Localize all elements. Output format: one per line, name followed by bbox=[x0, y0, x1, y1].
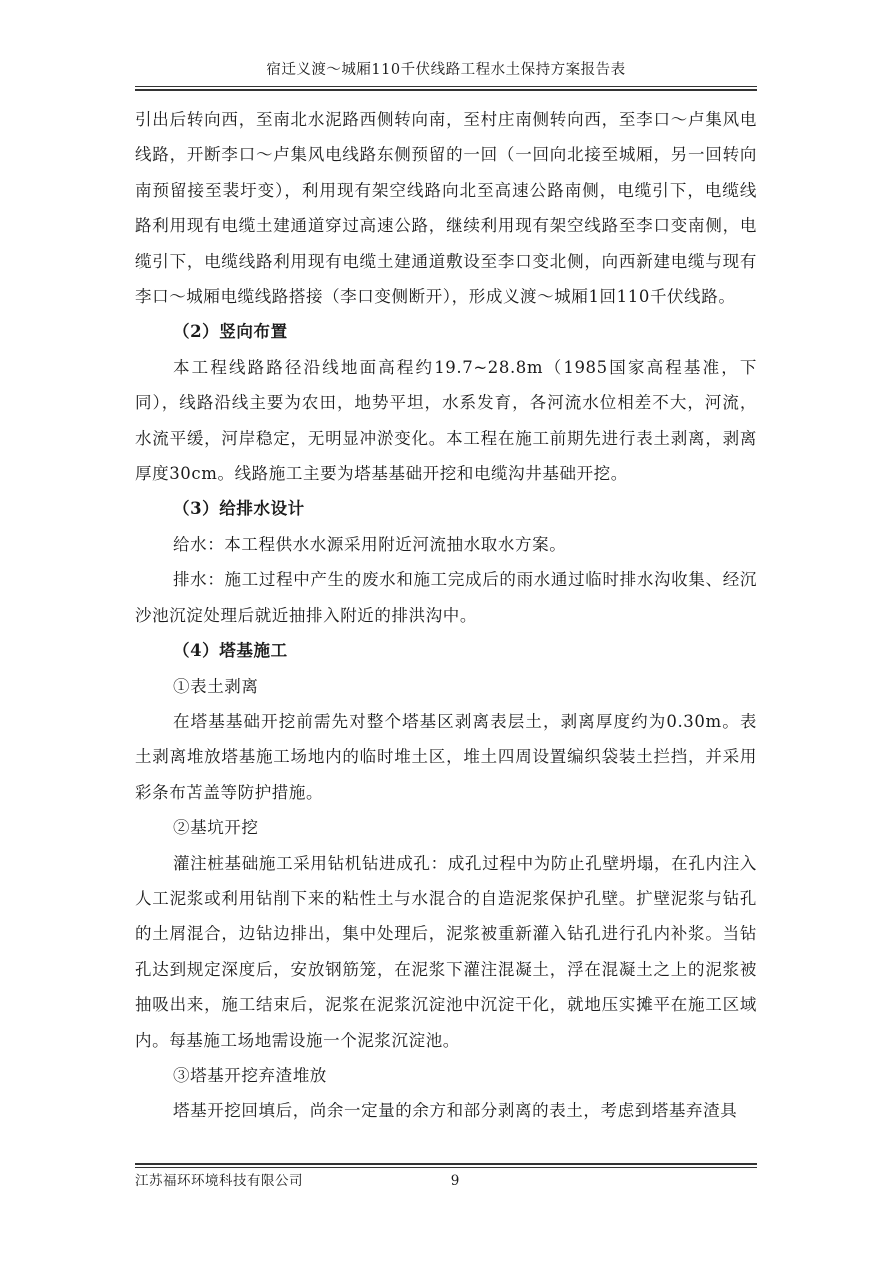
footer-rule-thick bbox=[135, 1163, 757, 1165]
paragraph-pit-excavation: 灌注桩基础施工采用钻机钻进成孔：成孔过程中为防止孔壁坍塌，在孔内注入人工泥浆或利用钻削下来的粘性土与水混合的自造泥浆保护孔壁。扩壁泥浆与钻孔的土屑混合，边钻边排出，集中处理后，泥浆被重新灌入钻孔进行孔内补浆。当钻孔达到规定深度后，安放钢筋笼，在泥浆下灌注混凝土，浮在混凝土之上的泥浆被抽吸出来，施工结束后，泥浆在泥浆沉淀池中沉淀干化，就地压实摊平在施工区域内。每基施工场地需设施一个泥浆沉淀池。 bbox=[135, 853, 757, 1050]
document-body bbox=[135, 102, 757, 1129]
section-heading-water-design: （3）给排水设计 bbox=[173, 499, 305, 519]
paragraph-spoil-stacking: 塔基开挖回填后，尚余一定量的余方和部分剥离的表土，考虑到塔基弃渣具 bbox=[173, 1101, 738, 1121]
header-rule-thick bbox=[135, 89, 757, 91]
paragraph-water-supply: 给水：本工程供水水源采用附近河流抽水取水方案。 bbox=[173, 534, 567, 554]
paragraph-topsoil-stripping: 在塔基基础开挖前需先对整个塔基区剥离表层土，剥离厚度约为0.30m。表土剥离堆放塔基施工场地内的临时堆土区，堆土四周设置编织袋装土拦挡，并采用彩条布苫盖等防护措施。 bbox=[135, 711, 757, 802]
subheading-topsoil-stripping: ①表土剥离 bbox=[173, 676, 259, 696]
paragraph-vertical-layout: 本工程线路路径沿线地面高程约19.7~28.8m（1985国家高程基准，下同），线路沿线主要为农田，地势平坦，水系发育，各河流水位相差不大，河流，水流平缓，河岸稳定，无明显冲淤变化。本工程在施工前期先进行表土剥离，剥离厚度30cm。线路施工主要为塔基基础开挖和电缆沟井基础开挖。 bbox=[135, 357, 757, 484]
header-rule bbox=[135, 86, 757, 87]
footer-rule bbox=[135, 1167, 757, 1168]
footer-company: 江苏福环环境科技有限公司 bbox=[135, 1173, 303, 1189]
page-header-title: 宿迁义渡～城厢110千伏线路工程水土保持方案报告表 bbox=[266, 62, 626, 78]
page-number: 9 bbox=[450, 1173, 460, 1189]
section-heading-vertical-layout: （2）竖向布置 bbox=[173, 322, 288, 342]
subheading-pit-excavation: ②基坑开挖 bbox=[173, 818, 259, 838]
paragraph-drainage: 排水：施工过程中产生的废水和施工完成后的雨水通过临时排水沟收集、经沉沙池沉淀处理后就近抽排入附近的排洪沟中。 bbox=[135, 570, 757, 625]
subheading-spoil-stacking: ③塔基开挖弃渣堆放 bbox=[173, 1065, 327, 1085]
section-heading-tower-construction: （4）塔基施工 bbox=[173, 641, 288, 661]
paragraph-route: 引出后转向西，至南北水泥路西侧转向南，至村庄南侧转向西，至李口～卢集风电线路，开断李口～卢集风电线路东侧预留的一回（一回向北接至城厢，另一回转向南预留接至裴圩变），利用现有架空线路向北至高速公路南侧，电缆引下，电缆线路利用现有电缆土建通道穿过高速公路，继续利用现有架空线路至李口变南侧，电缆引下，电缆线路利用现有电缆土建通道敷设至李口变北侧，向西新建电缆与现有李口～城厢电缆线路搭接（李口变侧断开），形成义渡～城厢1回110千伏线路。 bbox=[135, 110, 757, 307]
